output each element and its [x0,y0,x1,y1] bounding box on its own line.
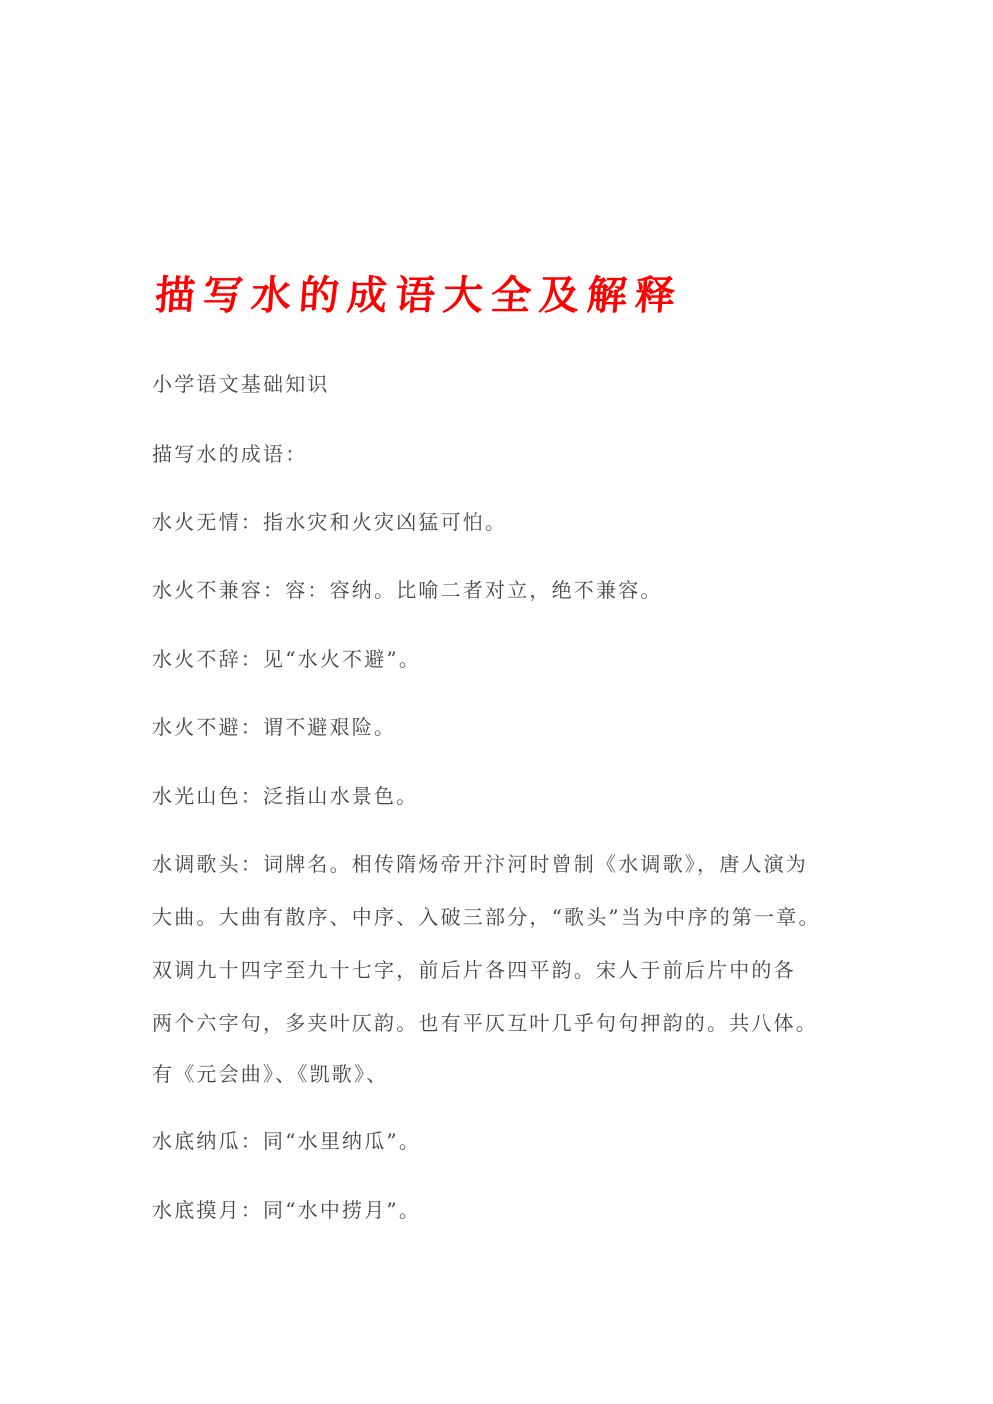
section-heading: 描写水的成语： [152,442,308,466]
idiom-entry: 水底纳瓜：同“水里纳瓜”。 [152,1129,422,1153]
idiom-entry-continued: 双调九十四字至九十七字，前后片各四平韵。宋人于前后片中的各 [152,958,796,982]
subtitle: 小学语文基础知识 [152,372,330,396]
document-title: 描写水的成语大全及解释 [153,272,685,319]
idiom-entry: 水火不避：谓不避艰险。 [152,715,397,739]
idiom-entry-continued: 两个六字句，多夹叶仄韵。也有平仄互叶几乎句句押韵的。共八体。 [152,1011,818,1035]
idiom-entry: 水火不兼容：容：容纳。比喻二者对立，绝不兼容。 [152,578,663,602]
idiom-entry: 水底摸月：同“水中捞月”。 [152,1198,422,1222]
idiom-entry: 水火不辞：见“水火不避”。 [152,647,422,671]
idiom-entry: 水调歌头：词牌名。相传隋炀帝开汴河时曾制《水调歌》，唐人演为 [152,852,808,876]
idiom-entry: 水火无情：指水灾和火灾凶猛可怕。 [152,510,508,534]
idiom-entry-continued: 有《元会曲》、《凯歌》、 [152,1062,389,1086]
idiom-entry: 水光山色：泛指山水景色。 [152,784,419,808]
idiom-entry-continued: 大曲。大曲有散序、中序、入破三部分，“歌头”当为中序的第一章。 [152,905,821,929]
